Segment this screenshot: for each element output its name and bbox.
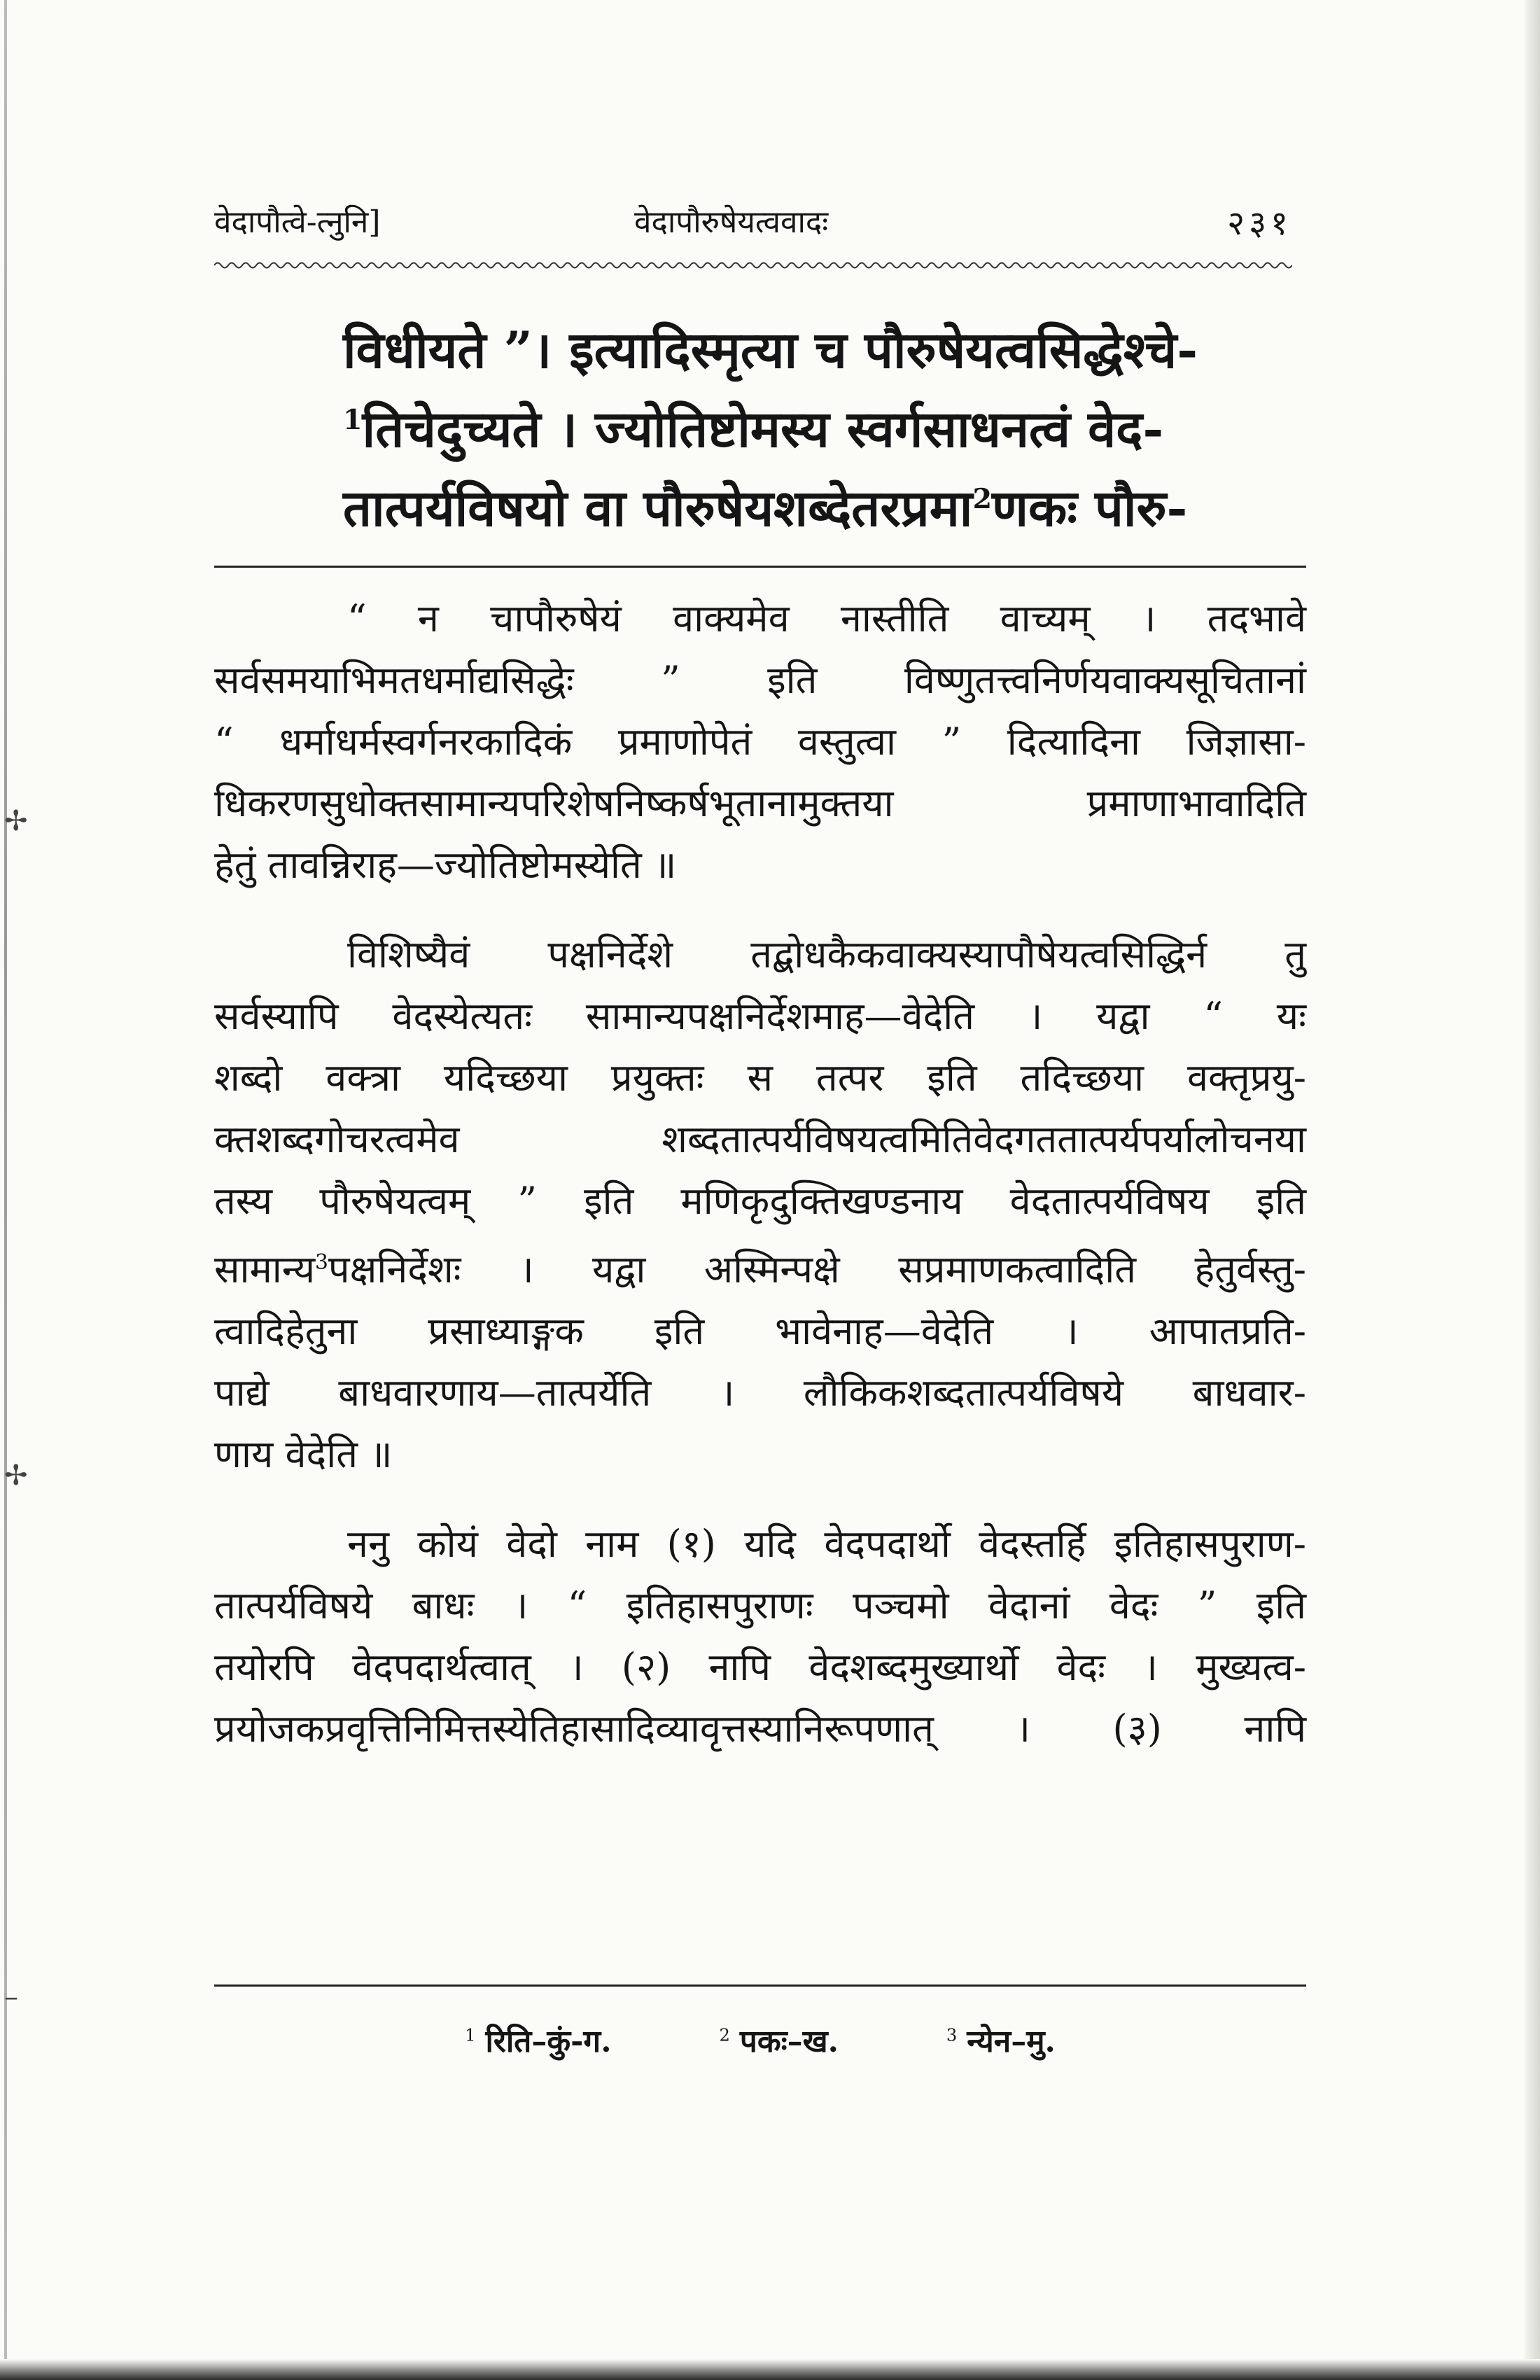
margin-mark: – [4,1981,18,2013]
footnotes [214,2010,1306,2066]
scan-bottom-edge [0,2359,1540,2380]
scan-right-edge [1525,0,1540,2380]
commentary-paragraph-1: “ न चापौरुषेयं वाक्यमेव नास्तीति वाच्यम् । तदभावे सर्वसमयाभिमतधर्माद्यसिद्धेः ” इति विष्णुतत्त्वनिर्णयवाक्यसूचितानां “ धर्माधर्मस्वर्गनरकादिकं प्रमाणोपेतं वस्तुत्वा ” दित्यादिना जिज्ञासा- धिकरणसुधोक्तसामान्यपरिशेषनिष्कर्षभूतानामुक्तया प्रमाणाभावादिति हेतुं तावन्निराह—ज्योतिष्टोमस्येति ॥ [214,596,1306,887]
footnote-marker-1: 1 [343,404,363,436]
footnote-marker-2: 2 [972,483,992,515]
footnote-marker-3: 3 [315,1250,328,1275]
header-chapter-title: वेदापौरुषेयत्ववादः [634,204,829,240]
footnote-2: $^2$ पकः–ख. [719,2023,839,2059]
margin-mark: ✢ [4,805,28,837]
divider-rule-footnotes [214,1984,1306,1987]
commentary-paragraph-3: ननु कोयं वेदो नाम (१) यदि वेदपदार्थो वेदस्तर्हि इतिहासपुराण- तात्पर्यविषये बाधः । “ इतिहासपुराणः पञ्चमो वेदानां वेदः ” इति तयोरपि वेदपदार्थत्वात् । (२) नापि वेदशब्दमुख्यार्थो वेदः । मुख्यत्व- प्रयोजकप्रवृत्तिनिमित्तस्येतिहासादिव्यावृत्तस्यानिरूपणात् । (३) नापि [214,1522,1306,1751]
wavy-rule [214,259,1292,272]
running-header [214,200,1292,248]
divider-rule-top [214,566,1306,568]
footnote-3: $^3$ न्येन–मु. [946,2023,1056,2059]
mula-line-1: विधीयते ”। इत्यादिस्मृत्या च पौरुषेयत्वसिद्धेश्चे- [343,320,1198,379]
commentary-text [214,588,1306,1760]
mula-line-2: $^1$तिचेदुच्यते । ज्योतिष्टोमस्य स्वर्गसाधनत्वं वेद- [343,399,1164,458]
footnote-1: $^1$ रिति–कुं-ग. [465,2023,612,2059]
commentary-paragraph-2: विशिष्यैवं पक्षनिर्देशे तद्बोधकैकवाक्यस्यापौषेयत्वसिद्धिर्न तु सर्वस्यापि वेदस्येत्यतः सामान्यपक्षनिर्देशमाह—वेदेति । यद्वा “ यः शब्दो वक्त्रा यदिच्छया प्रयुक्तः स तत्पर इति तदिच्छया वक्तृप्रयु- क्तशब्दगोचरत्वमेव शब्दतात्पर्यविषयत्वमितिवेदगततात्पर्यपर्यालोचनया तस्य पौरुषेयत्वम् ” इति मणिकृदुक्तिखण्डनाय वेदतात्पर्यविषय इति सामान्य$^3$पक्षनिर्देशः । यद्वा अस्मिन्पक्षे सप्रमाणकत्वादिति हेतुर्वस्तु- त्वादिहेतुना प्रसाध्याङ्गक इति भावेनाह—वेदेति । आपातप्रति- पाद्ये बाधवारणाय—तात्पर्येति । लौकिकशब्दतात्पर्यविषये बाधवार- णाय वेदेति ॥ [214,932,1306,1476]
mula-text [343,315,1239,543]
header-section-title: वेदापौत्वे-त्नुनि] [214,204,381,240]
margin-mark: ✢ [4,1460,28,1492]
page-number: २३१ [1227,204,1292,243]
mula-line-3: तात्पर्यविषयो वा पौरुषेयशब्देतरप्रमा$^2$णकः पौरु- [343,478,1188,538]
scan-left-edge [4,0,7,2380]
